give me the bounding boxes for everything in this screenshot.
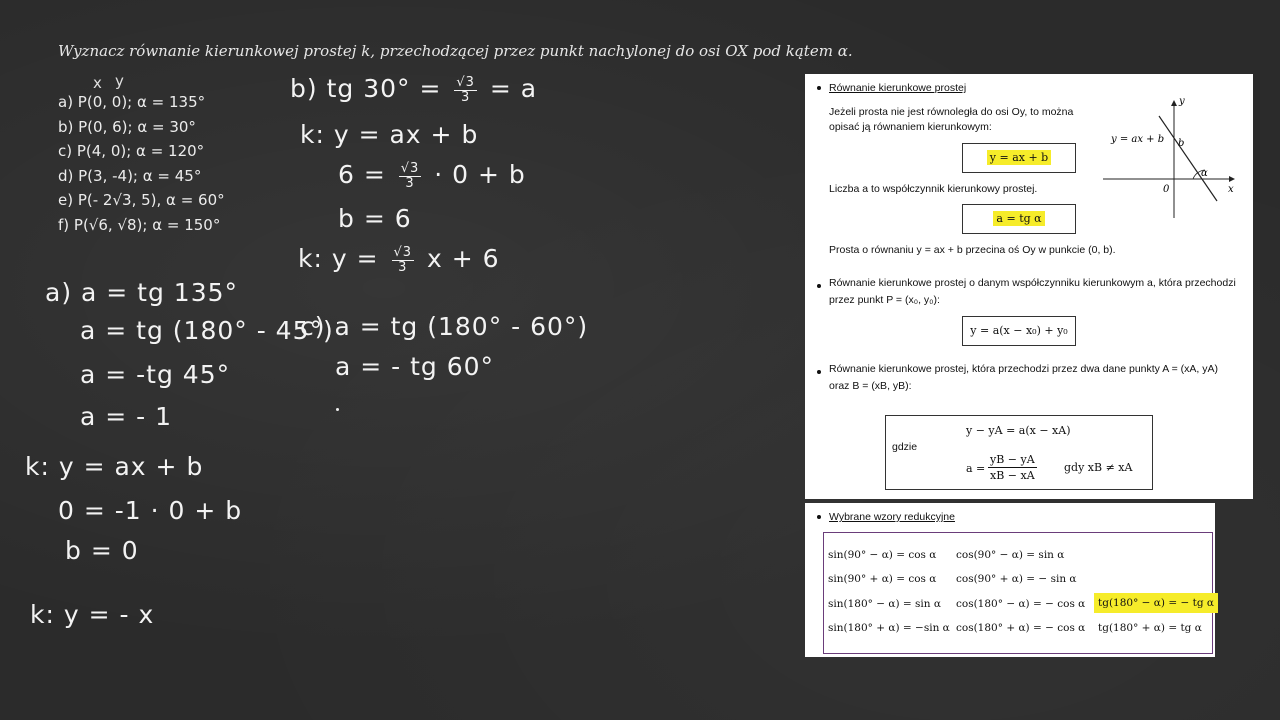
panel1-para2: Liczba a to współczynnik kierunkowy prostej. bbox=[829, 183, 1038, 195]
formula-cell: sin(90° − α) = cos α bbox=[828, 549, 937, 561]
reference-panel-linear-equation bbox=[805, 74, 1253, 499]
fraction bbox=[454, 76, 477, 105]
axis-y-label: y bbox=[1179, 96, 1185, 107]
bullet bbox=[817, 284, 821, 288]
x-hint: x bbox=[93, 74, 102, 92]
work-a-line: b = 0 bbox=[65, 536, 139, 565]
fraction-denominator: 3 bbox=[405, 175, 415, 191]
work-b-text: = a bbox=[489, 74, 538, 103]
line-graph bbox=[1101, 96, 1241, 221]
line-label: y = ax + b bbox=[1111, 134, 1165, 145]
task-item: a) P(0, 0); α = 135° bbox=[58, 93, 206, 111]
panel1-bullet2-line1: Równanie kierunkowe prostej o danym współczynniku kierunkowym a, która przechodzi bbox=[829, 277, 1236, 289]
bullet bbox=[817, 370, 821, 374]
work-b-line-5 bbox=[298, 244, 500, 275]
formula-cell-highlighted: tg(180° − α) = − tg α bbox=[1094, 593, 1218, 613]
formula-cell: cos(90° + α) = − sin α bbox=[956, 573, 1077, 585]
work-b-text: · 0 + b bbox=[434, 160, 526, 189]
work-b-line-2: k: y = ax + b bbox=[300, 120, 479, 149]
work-c-line: a = - tg 60° bbox=[335, 352, 495, 381]
x-axis-arrow bbox=[1229, 176, 1235, 182]
work-a-line: k: y = - x bbox=[30, 600, 155, 629]
formula-cell: sin(180° − α) = sin α bbox=[828, 598, 941, 610]
slope-numerator: yB − yA bbox=[990, 453, 1035, 466]
fraction-numerator: √3 bbox=[393, 244, 413, 260]
work-a-line: a) a = tg 135° bbox=[45, 278, 239, 307]
work-b-line-3 bbox=[338, 160, 526, 191]
work-a-line: a = tg (180° - 45°) bbox=[80, 316, 334, 345]
panel1-para3: Prosta o równaniu y = ax + b przecina oś Oy w punkcie (0, b). bbox=[829, 244, 1116, 256]
formula-box-point-slope: y = a(x − x₀) + y₀ bbox=[962, 316, 1076, 346]
formula-highlight: y = ax + b bbox=[987, 150, 1051, 165]
panel1-para1-line2: opisać ją równaniem kierunkowym: bbox=[829, 121, 992, 133]
task-item: f) P(√6, √8); α = 150° bbox=[58, 215, 221, 234]
work-b-text: 6 = bbox=[338, 160, 386, 189]
fraction bbox=[392, 246, 415, 275]
reduction-formula-table bbox=[823, 532, 1213, 654]
condition-label: gdy xB ≠ xA bbox=[1064, 461, 1133, 474]
fraction bbox=[399, 162, 422, 191]
panel1-heading: Równanie kierunkowe prostej bbox=[829, 82, 967, 94]
fraction-numerator: √3 bbox=[456, 74, 475, 90]
work-a-line: 0 = -1 · 0 + b bbox=[58, 496, 243, 525]
formula-cell: sin(180° + α) = −sin α bbox=[828, 622, 950, 634]
slope-denominator: xB − xA bbox=[990, 469, 1035, 482]
formula-box-slope-tangent bbox=[962, 204, 1076, 234]
task-item: c) P(4, 0); α = 120° bbox=[58, 142, 205, 160]
axis-x-label: x bbox=[1228, 184, 1234, 195]
two-point-equation: y − yA = a(x − xA) bbox=[966, 424, 1071, 437]
slope-fraction bbox=[988, 452, 1037, 483]
formula-cell: cos(180° + α) = − cos α bbox=[956, 622, 1086, 634]
formula-cell: cos(90° − α) = sin α bbox=[956, 549, 1065, 561]
y-hint: y bbox=[115, 72, 124, 90]
task-item: b) P(0, 6); α = 30° bbox=[58, 117, 196, 136]
formula-box-slope-intercept bbox=[962, 143, 1076, 173]
panel1-bullet2-line2: przez punkt P = (x₀, y₀): bbox=[829, 294, 940, 306]
work-b-text: b) tg 30° = bbox=[290, 74, 442, 103]
task-item: e) P(- 2√3, 5), α = 60° bbox=[58, 191, 225, 209]
formula-cell: tg(180° + α) = tg α bbox=[1098, 622, 1202, 634]
fraction-denominator: 3 bbox=[398, 259, 408, 275]
task-item: d) P(3, -4); α = 45° bbox=[58, 166, 202, 185]
board-title: Wyznacz równanie kierunkowej prostej k, przechodzącej przez punkt nachylonej do osi OX pod kątem α. bbox=[58, 42, 853, 60]
panel2-heading: Wybrane wzory redukcyjne bbox=[829, 511, 955, 523]
formula-cell: cos(180° − α) = − cos α bbox=[956, 598, 1086, 610]
panel1-bullet3-line1: Równanie kierunkowe prostej, która przechodzi przez dwa dane punkty A = (xA, yA) bbox=[829, 363, 1218, 375]
angle-label: α bbox=[1201, 168, 1208, 179]
slope-a-label: a = bbox=[966, 462, 986, 475]
intercept-label: b bbox=[1178, 138, 1185, 149]
reference-panel-reduction-formulas bbox=[805, 503, 1215, 657]
bullet bbox=[817, 86, 821, 90]
fraction-numerator: √3 bbox=[400, 160, 420, 176]
panel1-bullet3-line2: oraz B = (xB, yB): bbox=[829, 380, 912, 392]
y-axis-arrow bbox=[1171, 100, 1177, 106]
panel1-para1-line1: Jeżeli prosta nie jest równoległa do osi Oy, to można bbox=[829, 106, 1074, 118]
formula-cell: sin(90° + α) = cos α bbox=[828, 573, 937, 585]
work-b-text: k: y = bbox=[298, 244, 379, 273]
fraction-denominator: 3 bbox=[461, 89, 471, 105]
chalk-dot bbox=[336, 408, 339, 411]
formula-box-two-points bbox=[885, 415, 1153, 490]
bullet bbox=[817, 515, 821, 519]
work-a-line: k: y = ax + b bbox=[25, 452, 204, 481]
work-a-line: a = -tg 45° bbox=[80, 360, 231, 389]
work-b-text: x + 6 bbox=[427, 244, 500, 273]
task-list bbox=[58, 90, 225, 237]
work-b-line-1 bbox=[290, 74, 537, 105]
formula-highlight: a = tg α bbox=[993, 211, 1044, 226]
origin-label: 0 bbox=[1163, 184, 1170, 195]
work-c-line: c) a = tg (180° - 60°) bbox=[300, 312, 589, 341]
work-b-line-4: b = 6 bbox=[338, 204, 412, 233]
where-label: gdzie bbox=[892, 441, 918, 453]
work-a-line: a = - 1 bbox=[80, 402, 173, 431]
